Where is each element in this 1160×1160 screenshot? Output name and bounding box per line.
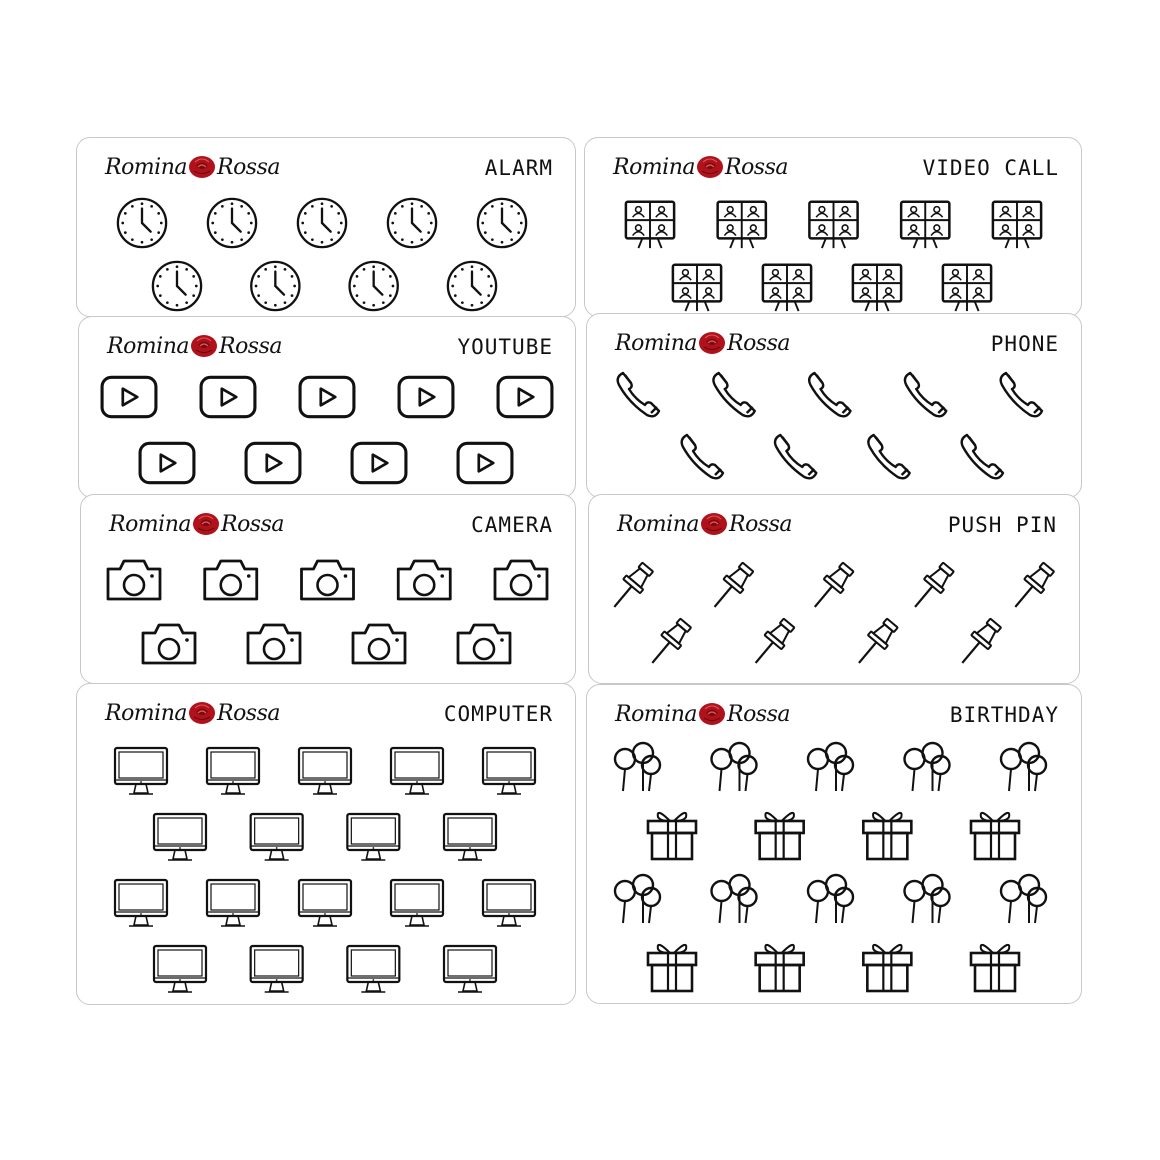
- brand-name-second: Rossa: [217, 154, 281, 180]
- push-pin-icon: [806, 560, 856, 614]
- camera-icon: [495, 561, 547, 599]
- sheet-title: VIDEO CALL: [922, 156, 1059, 180]
- balloons-icon: [1001, 743, 1046, 791]
- gift-box-icon: [756, 813, 804, 859]
- video-call-icon: [943, 265, 991, 311]
- brand-name-first: Romina: [617, 511, 699, 537]
- play-button-icon: [300, 377, 354, 416]
- phone-handset-icon: [682, 435, 723, 478]
- balloons-icon: [808, 875, 853, 923]
- computer-monitor-icon: [207, 748, 259, 794]
- sticker-grid: [589, 495, 1079, 683]
- video-call-icon: [993, 202, 1041, 248]
- computer-monitor-icon: [444, 946, 496, 992]
- computer-monitor-icon: [154, 946, 206, 992]
- computer-monitor-icon: [391, 880, 443, 926]
- camera-icon: [458, 625, 510, 663]
- phone-handset-icon: [775, 435, 816, 478]
- clock-icon: [478, 199, 526, 247]
- play-button-icon: [458, 443, 512, 482]
- camera-icon: [302, 561, 354, 599]
- push-pin-icon: [907, 560, 957, 614]
- sheet-title: BIRTHDAY: [949, 703, 1059, 727]
- sheet-title: COMPUTER: [443, 702, 553, 726]
- push-pin-icon: [1007, 560, 1057, 614]
- gift-box-icon: [863, 945, 911, 991]
- camera-icon: [143, 625, 195, 663]
- clock-icon: [153, 262, 201, 310]
- computer-monitor-icon: [115, 748, 167, 794]
- gift-box-icon: [756, 945, 804, 991]
- push-pin-icon: [851, 616, 901, 670]
- phone-handset-icon: [1001, 373, 1042, 416]
- gift-box-icon: [971, 813, 1019, 859]
- sheet-title: CAMERA: [471, 513, 553, 537]
- gift-box-icon: [863, 813, 911, 859]
- play-button-icon: [102, 377, 156, 416]
- clock-icon: [118, 199, 166, 247]
- push-pin-icon: [706, 560, 756, 614]
- balloons-icon: [615, 743, 660, 791]
- balloons-icon: [905, 743, 950, 791]
- push-pin-icon: [644, 616, 694, 670]
- brand-name-second: Rossa: [217, 700, 281, 726]
- sticker-sheet-camera: [80, 494, 576, 684]
- computer-monitor-icon: [299, 748, 351, 794]
- computer-monitor-icon: [483, 880, 535, 926]
- brand-name-second: Rossa: [729, 511, 793, 537]
- computer-monitor-icon: [391, 748, 443, 794]
- sticker-grid: [77, 684, 575, 1004]
- brand-name-first: Romina: [615, 330, 697, 356]
- phone-handset-icon: [868, 435, 909, 478]
- balloons-icon: [712, 875, 757, 923]
- play-button-icon: [399, 377, 453, 416]
- gift-box-icon: [648, 945, 696, 991]
- sticker-sheet-push-pin: [588, 494, 1080, 684]
- sticker-grid: [587, 685, 1081, 1003]
- sticker-sheet-phone: [586, 313, 1082, 498]
- balloons-icon: [1001, 875, 1046, 923]
- video-call-icon: [901, 202, 949, 248]
- brand-name-first: Romina: [105, 700, 187, 726]
- sheet-title: PUSH PIN: [947, 513, 1057, 537]
- balloons-icon: [712, 743, 757, 791]
- sticker-grid: [585, 138, 1081, 316]
- clock-icon: [388, 199, 436, 247]
- balloons-icon: [615, 875, 660, 923]
- computer-monitor-icon: [299, 880, 351, 926]
- clock-icon: [208, 199, 256, 247]
- camera-icon: [248, 625, 300, 663]
- video-call-icon: [853, 265, 901, 311]
- balloons-icon: [905, 875, 950, 923]
- phone-handset-icon: [905, 373, 946, 416]
- video-call-icon: [626, 202, 674, 248]
- gift-box-icon: [648, 813, 696, 859]
- play-button-icon: [140, 443, 194, 482]
- camera-icon: [205, 561, 257, 599]
- computer-monitor-icon: [483, 748, 535, 794]
- brand-name-first: Romina: [109, 511, 191, 537]
- clock-icon: [298, 199, 346, 247]
- clock-icon: [350, 262, 398, 310]
- computer-monitor-icon: [444, 814, 496, 860]
- computer-monitor-icon: [207, 880, 259, 926]
- video-call-icon: [673, 265, 721, 311]
- clock-icon: [448, 262, 496, 310]
- brand-name-second: Rossa: [221, 511, 285, 537]
- computer-monitor-icon: [251, 946, 303, 992]
- phone-handset-icon: [618, 373, 659, 416]
- play-button-icon: [352, 443, 406, 482]
- sheet-title: YOUTUBE: [457, 335, 553, 359]
- camera-icon: [353, 625, 405, 663]
- video-call-icon: [809, 202, 857, 248]
- brand-name-second: Rossa: [727, 701, 791, 727]
- sticker-sheet-youtube: [78, 316, 576, 498]
- brand-name-first: Romina: [105, 154, 187, 180]
- push-pin-icon: [747, 616, 797, 670]
- sticker-grid: [77, 138, 575, 316]
- clock-icon: [251, 262, 299, 310]
- video-call-icon: [763, 265, 811, 311]
- computer-monitor-icon: [347, 946, 399, 992]
- sheet-title: PHONE: [990, 332, 1059, 356]
- brand-name-first: Romina: [613, 154, 695, 180]
- phone-handset-icon: [809, 373, 850, 416]
- camera-icon: [398, 561, 450, 599]
- gift-box-icon: [971, 945, 1019, 991]
- play-button-icon: [246, 443, 300, 482]
- computer-monitor-icon: [251, 814, 303, 860]
- sheet-title: ALARM: [484, 156, 553, 180]
- sticker-sheet-birthday: [586, 684, 1082, 1004]
- sticker-grid: [587, 314, 1081, 497]
- computer-monitor-icon: [115, 880, 167, 926]
- sticker-sheet-video-call: [584, 137, 1082, 317]
- balloons-icon: [808, 743, 853, 791]
- brand-name-second: Rossa: [725, 154, 789, 180]
- brand-name-second: Rossa: [219, 333, 283, 359]
- sticker-grid: [81, 495, 575, 683]
- brand-name-second: Rossa: [727, 330, 791, 356]
- sticker-sheet-computer: [76, 683, 576, 1005]
- phone-handset-icon: [962, 435, 1003, 478]
- video-call-icon: [718, 202, 766, 248]
- computer-monitor-icon: [347, 814, 399, 860]
- sticker-sheet-alarm: [76, 137, 576, 317]
- push-pin-icon: [954, 616, 1004, 670]
- play-button-icon: [201, 377, 255, 416]
- sticker-grid: [79, 317, 575, 497]
- push-pin-icon: [606, 560, 656, 614]
- computer-monitor-icon: [154, 814, 206, 860]
- phone-handset-icon: [713, 373, 754, 416]
- brand-name-first: Romina: [107, 333, 189, 359]
- camera-icon: [108, 561, 160, 599]
- brand-name-first: Romina: [615, 701, 697, 727]
- play-button-icon: [498, 377, 552, 416]
